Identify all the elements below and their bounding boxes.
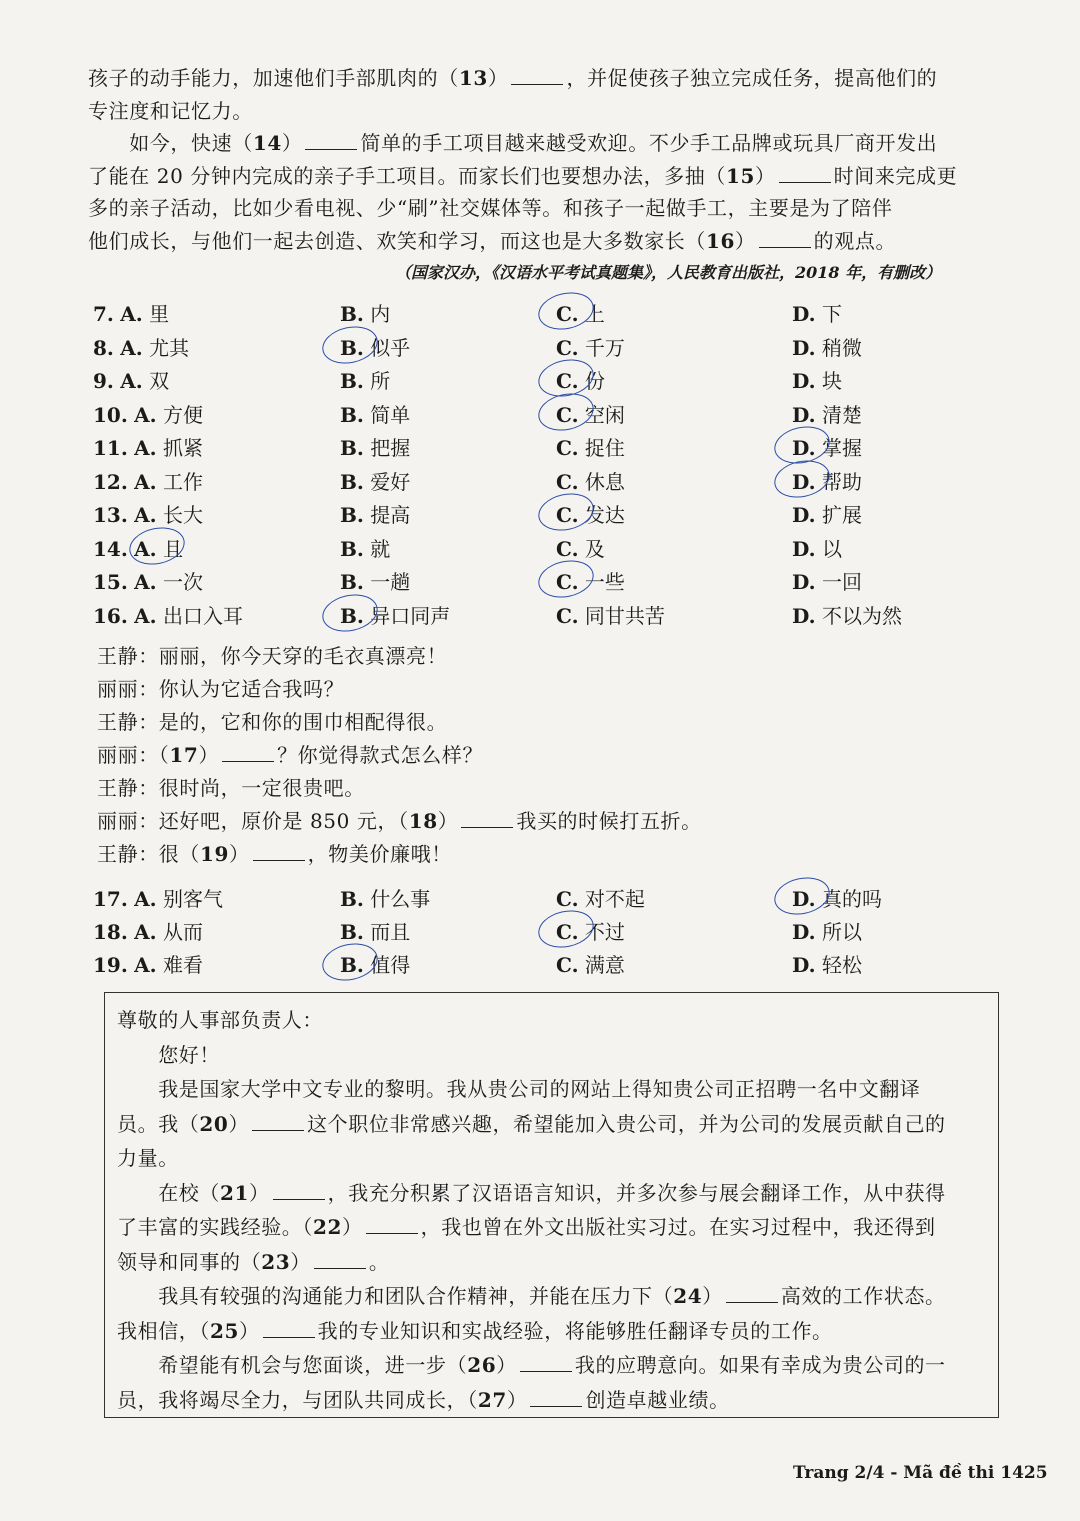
option-text: 别客气	[163, 887, 223, 911]
option-letter: B.	[340, 603, 364, 628]
option-text: 提高	[370, 503, 411, 527]
text-line	[117, 1245, 992, 1280]
option-text: 对不起	[584, 887, 645, 911]
option-b[interactable]	[340, 298, 390, 327]
option-text: 就	[370, 536, 391, 561]
answer-blank[interactable]	[726, 1282, 778, 1303]
option-letter: A.	[120, 335, 143, 360]
option-b[interactable]	[340, 533, 390, 562]
option-text: 帮助	[821, 469, 862, 494]
option-letter: C.	[556, 503, 579, 527]
answer-blank[interactable]	[511, 64, 563, 85]
option-text: 长大	[163, 503, 203, 527]
option-letter: C.	[556, 436, 579, 460]
option-letter: D.	[792, 302, 816, 326]
blank-number: 22	[313, 1215, 343, 1239]
line-text: ）	[496, 1353, 517, 1377]
option-text: 一些	[584, 570, 625, 594]
text-line	[117, 1003, 992, 1038]
line-text: ）	[281, 131, 303, 155]
question-row	[0, 399, 1000, 431]
line-text: ）	[755, 163, 776, 188]
answer-blank[interactable]	[461, 807, 513, 828]
question-number: 18.	[93, 920, 128, 944]
blank-number: 25	[210, 1318, 240, 1343]
text-line	[117, 1141, 992, 1176]
option-text: 抓紧	[163, 436, 203, 460]
line-text: 多的亲子活动，比如少看电视、少“刷”社交媒体等。和孩子一起做手工，主要是为了陪伴	[88, 196, 893, 220]
option-c[interactable]	[556, 499, 625, 528]
line-text: ，我也曾在外文出版社实习过。在实习过程中，我还得到	[420, 1215, 936, 1239]
option-letter: A.	[134, 536, 157, 561]
option-text: 不过	[584, 920, 625, 944]
line-text: 这个职位非常感兴趣，希望能加入贵公司，并为公司的发展贡献自己的	[307, 1111, 946, 1136]
option-text: 份	[584, 369, 605, 393]
line-text: 了丰富的实践经验。（	[117, 1215, 313, 1239]
option-b[interactable]	[340, 365, 390, 394]
option-letter: A.	[134, 503, 157, 527]
question-row	[0, 600, 1000, 632]
question-row	[0, 883, 1000, 915]
line-text: 。	[368, 1249, 390, 1274]
line-text: 我买的时候打五折。	[516, 809, 702, 833]
option-letter: A.	[134, 436, 157, 460]
answer-blank[interactable]	[530, 1386, 582, 1407]
blank-number: 13	[458, 66, 488, 90]
line-text: 您好！	[117, 1042, 220, 1067]
option-c[interactable]	[556, 365, 605, 394]
text-line	[117, 1176, 992, 1211]
option-letter: C.	[556, 887, 579, 911]
option-text: 下	[821, 302, 842, 326]
option-letter: D.	[792, 953, 816, 977]
option-text: 不以为然	[821, 603, 902, 628]
text-line	[97, 673, 702, 706]
option-text: 一趟	[370, 570, 411, 594]
option-c[interactable]	[556, 883, 645, 912]
question-number: 7.	[93, 302, 114, 326]
option-text: 爱好	[370, 469, 411, 494]
option-d[interactable]	[792, 466, 862, 495]
option-b[interactable]	[340, 399, 410, 428]
option-letter: C.	[556, 469, 579, 494]
line-text: ，我充分积累了汉语语言知识，并多次参与展会翻译工作，从中获得	[327, 1180, 946, 1205]
line-text: ）	[290, 1249, 311, 1274]
option-letter: D.	[792, 503, 816, 527]
question-row	[0, 432, 1000, 464]
question-number: 12.	[93, 469, 128, 494]
line-text: 我是国家大学中文专业的黎明。我从贵公司的网站上得知贵公司正招聘一名中文翻译	[117, 1077, 921, 1101]
blank-number: 21	[220, 1180, 250, 1205]
line-text: ）	[437, 809, 459, 833]
option-letter: C.	[556, 603, 579, 628]
option-b[interactable]	[340, 466, 410, 495]
line-text: 希望能有机会与您面谈，进一步（	[117, 1353, 468, 1377]
answer-blank[interactable]	[263, 1317, 315, 1338]
option-c[interactable]	[556, 600, 665, 629]
option-letter: A.	[134, 402, 157, 427]
option-text: 工作	[163, 469, 203, 494]
text-line	[88, 225, 957, 258]
option-letter: C.	[556, 953, 579, 977]
option-text: 方便	[163, 402, 203, 427]
question-number: 8.	[93, 335, 114, 360]
line-text: 的观点。	[813, 228, 897, 253]
option-letter: C.	[556, 570, 579, 594]
text-line	[97, 640, 702, 673]
line-text: 高效的工作状态。	[780, 1284, 946, 1308]
letter-box	[104, 992, 999, 1418]
question-number: 14.	[93, 536, 128, 561]
answer-blank[interactable]	[314, 1248, 366, 1269]
option-letter: B.	[340, 536, 364, 561]
blank-number: 20	[199, 1111, 229, 1136]
line-text: 在校（	[117, 1180, 220, 1205]
text-line	[117, 1038, 992, 1073]
option-c[interactable]	[556, 298, 605, 327]
line-text: 员，我将竭尽全力，与团队共同成长，（	[117, 1387, 478, 1412]
option-c[interactable]	[556, 332, 625, 361]
option-d[interactable]	[792, 600, 902, 629]
text-line	[117, 1210, 992, 1245]
option-letter: D.	[792, 335, 816, 360]
answer-blank[interactable]	[222, 741, 274, 762]
option-letter: B.	[340, 335, 364, 360]
option-letter: D.	[792, 402, 816, 427]
option-d[interactable]	[792, 533, 842, 562]
option-b[interactable]	[340, 499, 410, 528]
option-letter: D.	[792, 536, 816, 561]
option-text: 什么事	[370, 887, 431, 911]
question-row	[0, 298, 1000, 330]
option-text: 满意	[584, 953, 625, 977]
option-letter: A.	[134, 920, 157, 944]
option-b[interactable]	[340, 432, 410, 461]
question-number: 17.	[93, 887, 128, 911]
option-text: 尤其	[149, 335, 190, 360]
text-line	[97, 772, 702, 805]
option-text: 一次	[163, 570, 203, 594]
line-text: ）	[229, 842, 250, 866]
option-b[interactable]	[340, 600, 450, 629]
option-a[interactable]	[93, 533, 183, 562]
question-number: 19.	[93, 953, 128, 977]
option-text: 发达	[584, 503, 625, 527]
blank-number: 16	[706, 228, 736, 253]
line-text: ）	[702, 1284, 723, 1308]
blank-number: 14	[252, 131, 282, 155]
line-text: ）	[239, 1318, 260, 1343]
option-a[interactable]	[93, 399, 203, 428]
option-b[interactable]	[340, 883, 430, 912]
option-text: 掌握	[821, 436, 862, 460]
option-letter: C.	[556, 920, 579, 944]
option-text: 休息	[584, 469, 625, 494]
answer-blank[interactable]	[779, 162, 831, 183]
line-text: 王静：很（	[97, 842, 200, 866]
dialogue	[97, 640, 702, 871]
line-text: 时间来完成更	[833, 163, 958, 188]
option-letter: C.	[556, 402, 579, 427]
option-text: 且	[163, 536, 183, 561]
option-text: 空闲	[584, 402, 625, 427]
blank-number: 26	[467, 1353, 497, 1377]
option-a[interactable]	[93, 466, 203, 495]
text-line	[117, 1072, 992, 1107]
page-footer: Trang 2/4 - Mã đề thi 1425	[793, 1463, 1048, 1483]
option-letter: D.	[792, 436, 816, 460]
option-text: 上	[584, 302, 605, 326]
text-line	[97, 706, 702, 739]
line-text: 尊敬的人事部负责人：	[117, 1008, 323, 1032]
option-text: 从而	[163, 920, 203, 944]
line-text: ）	[198, 743, 220, 767]
text-line	[88, 160, 957, 193]
option-letter: B.	[340, 920, 364, 944]
option-c[interactable]	[556, 466, 625, 495]
line-text: 王静：丽丽，你今天穿的毛衣真漂亮！	[97, 644, 448, 668]
line-text: 员。我（	[117, 1111, 200, 1136]
answer-blank[interactable]	[305, 129, 357, 150]
option-text: 捉住	[584, 436, 625, 460]
option-letter: A.	[134, 603, 157, 628]
question-number: 11.	[93, 436, 128, 460]
answer-blank[interactable]	[253, 840, 305, 861]
line-text: ）	[735, 228, 756, 253]
option-letter: C.	[556, 369, 579, 393]
answer-blank[interactable]	[252, 1110, 304, 1131]
option-letter: B.	[340, 469, 364, 494]
option-letter: B.	[340, 402, 364, 427]
line-text: 丽丽：（	[97, 743, 170, 767]
option-d[interactable]	[792, 499, 862, 528]
question-number: 9.	[93, 369, 114, 393]
line-text: 力量。	[117, 1146, 179, 1170]
option-c[interactable]	[556, 566, 625, 595]
option-a[interactable]	[93, 298, 169, 327]
blank-number: 18	[408, 809, 438, 833]
option-letter: C.	[556, 302, 579, 326]
option-a[interactable]	[93, 365, 169, 394]
option-d[interactable]	[792, 432, 862, 461]
option-letter: A.	[134, 570, 157, 594]
blank-number: 27	[477, 1387, 507, 1412]
passage-paragraph-2	[88, 127, 957, 257]
option-d[interactable]	[792, 883, 882, 912]
question-row	[0, 499, 1000, 531]
option-c[interactable]	[556, 432, 625, 461]
line-text: ？你觉得款式怎么样？	[277, 743, 484, 767]
line-text: ）	[506, 1387, 528, 1412]
question-row	[0, 949, 1000, 981]
option-d[interactable]	[792, 916, 862, 945]
answer-blank[interactable]	[366, 1213, 418, 1234]
text-line	[88, 62, 937, 95]
option-letter: D.	[792, 920, 816, 944]
option-text: 双	[149, 369, 170, 393]
option-text: 难看	[163, 953, 203, 977]
question-number: 16.	[93, 603, 128, 628]
option-text: 扩展	[821, 503, 862, 527]
option-text: 轻松	[821, 953, 862, 977]
text-line	[97, 805, 702, 838]
option-text: 同甘共苦	[584, 603, 665, 628]
question-row	[0, 916, 1000, 948]
option-letter: C.	[556, 335, 579, 360]
text-line	[97, 838, 702, 871]
option-letter: A.	[134, 469, 157, 494]
question-number: 15.	[93, 570, 128, 594]
blank-number: 15	[725, 163, 756, 188]
option-letter: A.	[134, 953, 157, 977]
option-a[interactable]	[93, 566, 203, 595]
option-c[interactable]	[556, 916, 625, 945]
blank-number: 24	[673, 1284, 703, 1308]
option-letter: B.	[340, 436, 364, 460]
text-line	[88, 192, 957, 225]
option-text: 所	[370, 369, 391, 393]
option-d[interactable]	[792, 949, 862, 978]
option-text: 清楚	[821, 402, 862, 427]
line-text: 创造卓越业绩。	[585, 1387, 730, 1412]
text-line	[97, 739, 702, 772]
option-text: 真的吗	[821, 887, 882, 911]
answer-blank[interactable]	[759, 227, 811, 248]
option-d[interactable]	[792, 365, 842, 394]
option-text: 似乎	[370, 335, 411, 360]
option-letter: A.	[120, 369, 143, 393]
option-letter: B.	[340, 887, 364, 911]
option-a[interactable]	[93, 916, 203, 945]
option-b[interactable]	[340, 332, 410, 361]
option-text: 及	[584, 536, 605, 561]
line-text: 王静：是的，它和你的围巾相配得很。	[97, 710, 448, 734]
blank-number: 23	[261, 1249, 291, 1274]
option-d[interactable]	[792, 399, 862, 428]
option-c[interactable]	[556, 399, 625, 428]
line-text: ）	[342, 1215, 363, 1239]
text-line	[117, 1348, 992, 1383]
option-text: 而且	[370, 920, 411, 944]
option-a[interactable]	[93, 949, 203, 978]
option-text: 所以	[821, 920, 862, 944]
option-a[interactable]	[93, 499, 203, 528]
option-text: 一回	[821, 570, 862, 594]
line-text: 如今，快速（	[88, 131, 253, 155]
line-text: 他们成长，与他们一起去创造、欢笑和学习，而这也是大多数家长（	[88, 228, 706, 253]
line-text: 王静：很时尚，一定很贵吧。	[97, 776, 365, 800]
option-text: 稍微	[821, 335, 862, 360]
line-text: ，并促使孩子独立完成任务，提高他们的	[566, 66, 938, 90]
text-line	[117, 1279, 992, 1314]
option-text: 块	[821, 369, 842, 393]
option-letter: B.	[340, 302, 364, 326]
line-text: ）	[249, 1180, 270, 1205]
line-text: 领导和同事的（	[117, 1249, 262, 1274]
blank-number: 17	[169, 743, 199, 767]
question-row	[0, 365, 1000, 397]
question-row	[0, 466, 1000, 498]
line-text: 我的应聘意向。如果有幸成为贵公司的一	[574, 1353, 946, 1377]
text-line	[117, 1383, 992, 1418]
option-letter: D.	[792, 887, 816, 911]
line-text: 孩子的动手能力，加速他们手部肌肉的（	[88, 66, 459, 90]
option-letter: B.	[340, 570, 364, 594]
option-text: 把握	[370, 436, 411, 460]
question-number: 13.	[93, 503, 128, 527]
option-a[interactable]	[93, 600, 243, 629]
answer-blank[interactable]	[520, 1351, 572, 1372]
line-text: 丽丽：你认为它适合我吗？	[97, 677, 345, 701]
line-text: ，物美价廉哦！	[307, 842, 452, 866]
option-text: 以	[821, 536, 842, 561]
line-text: 我的专业知识和实战经验，将能够胜任翻译专员的工作。	[317, 1318, 833, 1343]
line-text: 了能在 20 分钟内完成的亲子手工项目。而家长们也要想办法，多抽（	[88, 163, 726, 188]
letter-text	[117, 1003, 992, 1417]
question-row	[0, 533, 1000, 565]
line-text: ）	[487, 66, 509, 90]
text-line	[88, 127, 957, 160]
option-letter: D.	[792, 469, 816, 494]
option-b[interactable]	[340, 566, 410, 595]
option-text: 简单	[370, 402, 411, 427]
option-letter: A.	[134, 887, 157, 911]
question-row	[0, 332, 1000, 364]
option-letter: B.	[340, 953, 364, 977]
option-letter: B.	[340, 503, 364, 527]
line-text: 专注度和记忆力。	[88, 98, 253, 123]
option-a[interactable]	[93, 332, 189, 361]
line-text: 简单的手工项目越来越受欢迎。不少手工品牌或玩具厂商开发出	[360, 131, 938, 155]
option-a[interactable]	[93, 883, 223, 912]
option-d[interactable]	[792, 332, 862, 361]
answer-blank[interactable]	[273, 1179, 325, 1200]
text-line	[88, 95, 937, 128]
option-text: 内	[370, 302, 391, 326]
option-b[interactable]	[340, 916, 410, 945]
line-text: ）	[228, 1111, 250, 1136]
option-letter: D.	[792, 603, 816, 628]
option-text: 出口入耳	[163, 603, 243, 628]
question-number: 10.	[93, 402, 128, 427]
option-letter: B.	[340, 369, 364, 393]
passage-source: （国家汉办，《汉语水平考试真题集》，人民教育出版社，2018 年，有删改）	[395, 263, 942, 282]
option-text: 千万	[584, 335, 625, 360]
option-d[interactable]	[792, 298, 842, 327]
question-row	[0, 566, 1000, 598]
text-line	[117, 1107, 992, 1142]
option-letter: D.	[792, 570, 816, 594]
option-text: 异口同声	[370, 603, 451, 628]
text-line	[117, 1314, 992, 1349]
option-text: 里	[149, 302, 170, 326]
line-text: 丽丽：还好吧，原价是 850 元，（	[97, 809, 409, 833]
option-d[interactable]	[792, 566, 862, 595]
option-letter: C.	[556, 536, 579, 561]
option-b[interactable]	[340, 949, 410, 978]
option-c[interactable]	[556, 533, 605, 562]
line-text: 我具有较强的沟通能力和团队合作精神，并能在压力下（	[117, 1284, 674, 1308]
passage-paragraph-1	[88, 62, 937, 127]
option-letter: D.	[792, 369, 816, 393]
option-text: 值得	[370, 953, 411, 977]
option-c[interactable]	[556, 949, 625, 978]
option-letter: A.	[120, 302, 143, 326]
option-a[interactable]	[93, 432, 203, 461]
blank-number: 19	[200, 842, 230, 866]
line-text: 我相信，（	[117, 1318, 210, 1343]
